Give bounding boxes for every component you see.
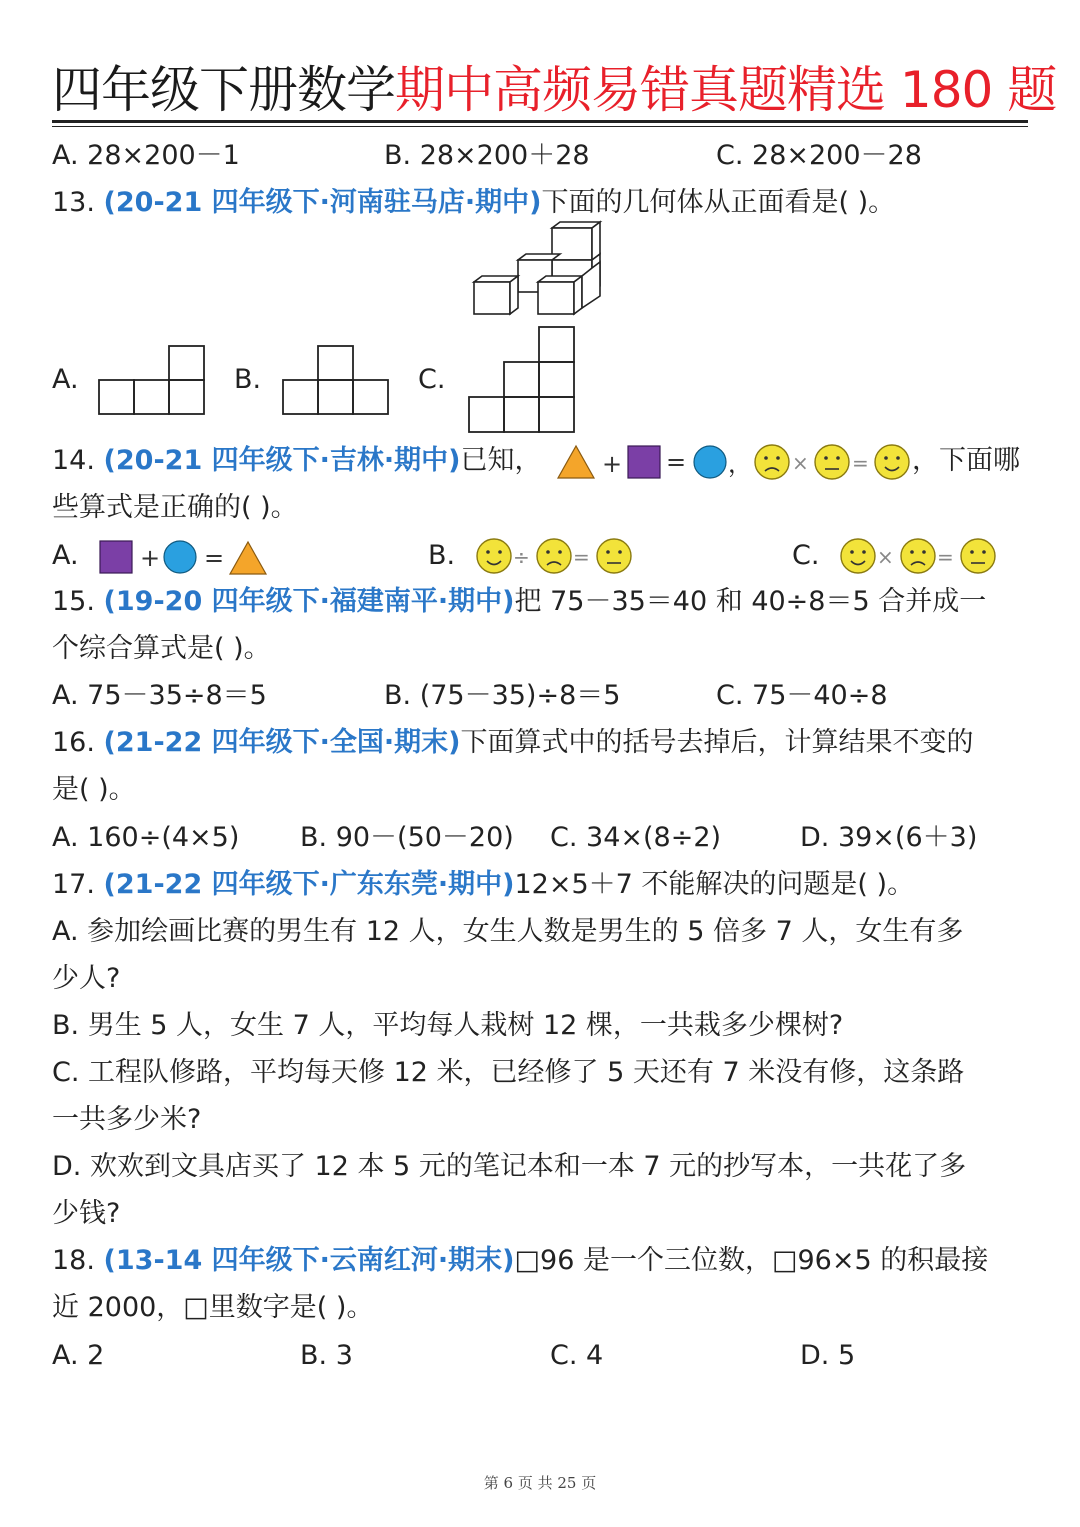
q13-number: 13. — [52, 187, 95, 218]
q14-given-equations — [556, 440, 916, 484]
sad-face-icon — [537, 539, 571, 573]
q16-text: 下面算式中的括号去掉后，计算结果不变的 — [460, 727, 974, 758]
q18-option-d: D. 5 — [800, 1340, 856, 1371]
q17-option-a-line2: 少人? — [52, 963, 121, 994]
q14-stem — [52, 441, 542, 481]
equals-sign: = — [666, 448, 687, 476]
q13-text: 下面的几何体从正面看是( )。 — [541, 187, 896, 218]
q16-source: (21-22 四年级下·全国·期末) — [103, 727, 461, 758]
q14-option-b-figure — [474, 534, 636, 578]
q15-stem — [52, 582, 986, 622]
q17-option-a-line1: A. 参加绘画比赛的男生有 12 人，女生人数是男生的 5 倍多 7 人，女生有多 — [52, 916, 964, 947]
title-red-part: 期中高频易错真题精选 180 题 — [395, 61, 1057, 119]
smile-face-icon — [841, 539, 875, 573]
q13-option-c-figure — [468, 326, 576, 434]
q12-option-c: C. 28×200－28 — [716, 140, 922, 171]
q14-known: 已知， — [460, 445, 542, 476]
q18-option-a: A. 2 — [52, 1340, 105, 1371]
q16-option-c: C. 34×(8÷2) — [550, 822, 722, 853]
q12-option-b: B. 28×200＋28 — [384, 140, 590, 171]
q15-option-b: B. (75－35)÷8＝5 — [384, 680, 621, 711]
q15-source: (19-20 四年级下·福建南平·期中) — [103, 586, 515, 617]
smile-face-icon — [875, 445, 909, 479]
q14-line2: 些算式是正确的( )。 — [52, 492, 298, 523]
q16-option-d: D. 39×(6＋3) — [800, 822, 978, 853]
q15-text: 把 75－35＝40 和 40÷8＝5 合并成一 — [514, 586, 987, 617]
q13-label-a: A. — [52, 364, 79, 395]
circle-icon — [694, 446, 726, 478]
triangle-icon — [230, 542, 266, 574]
q18-option-c: C. 4 — [550, 1340, 604, 1371]
q18-option-b: B. 3 — [300, 1340, 353, 1371]
q14-source: (20-21 四年级下·吉林·期中) — [103, 445, 461, 476]
q18-stem — [52, 1241, 988, 1281]
plus-sign: + — [140, 544, 161, 572]
neutral-face-icon — [961, 539, 995, 573]
sad-face-icon — [755, 445, 789, 479]
q16-option-a: A. 160÷(4×5) — [52, 822, 240, 853]
q14-label-b: B. — [428, 540, 456, 571]
q15-option-a: A. 75－35÷8＝5 — [52, 680, 267, 711]
q16-line2: 是( )。 — [52, 774, 136, 805]
q14-label-a: A. — [52, 540, 79, 571]
q14-label-c: C. — [792, 540, 820, 571]
neutral-face-icon — [815, 445, 849, 479]
title-black-part: 四年级下册数学 — [52, 61, 395, 119]
q13-label-c: C. — [418, 364, 446, 395]
q12-option-a: A. 28×200－1 — [52, 140, 240, 171]
q13-option-b-figure — [282, 344, 390, 416]
q16-number: 16. — [52, 727, 95, 758]
q17-number: 17. — [52, 869, 95, 900]
q18-number: 18. — [52, 1245, 95, 1276]
q16-stem — [52, 723, 974, 763]
divide-sign: ÷ — [513, 545, 530, 569]
q15-number: 15. — [52, 586, 95, 617]
q15-option-c: C. 75－40÷8 — [716, 680, 888, 711]
times-sign: × — [877, 545, 894, 569]
square-icon — [100, 541, 132, 573]
circle-icon — [164, 541, 196, 573]
page-footer: 第 6 页 共 25 页 — [483, 1474, 597, 1492]
q18-text: □96 是一个三位数，□96×5 的积最接 — [514, 1245, 989, 1276]
q17-option-b: B. 男生 5 人，女生 7 人，平均每人栽树 12 棵，一共栽多少棵树? — [52, 1010, 844, 1041]
q13-option-a-figure — [98, 344, 206, 416]
q17-option-c-line2: 一共多少米? — [52, 1104, 202, 1135]
triangle-icon — [558, 446, 594, 478]
q13-3d-figure — [470, 226, 610, 318]
q18-line2: 近 2000，□里数字是( )。 — [52, 1292, 374, 1323]
page-title — [52, 58, 1057, 122]
neutral-face-icon — [597, 539, 631, 573]
title-rule-thin — [52, 126, 1028, 127]
q13-stem — [52, 183, 895, 223]
q14-option-c-figure — [838, 534, 1000, 578]
q13-source: (20-21 四年级下·河南驻马店·期中) — [103, 187, 542, 218]
q14-option-a-figure — [98, 536, 270, 578]
smile-face-icon — [477, 539, 511, 573]
comma: ， — [728, 450, 752, 478]
q17-text: 12×5＋7 不能解决的问题是( )。 — [514, 869, 915, 900]
square-icon — [628, 446, 660, 478]
equals-sign: = — [204, 544, 225, 572]
q17-source: (21-22 四年级下·广东东莞·期中) — [103, 869, 515, 900]
plus-sign: + — [602, 450, 623, 478]
q15-line2: 个综合算式是( )。 — [52, 633, 271, 664]
q14-number: 14. — [52, 445, 95, 476]
equals-sign: = — [573, 545, 590, 569]
q13-label-b: B. — [234, 364, 262, 395]
sad-face-icon — [901, 539, 935, 573]
q16-option-b: B. 90－(50－20) — [300, 822, 514, 853]
equals-sign-2: = — [852, 451, 869, 475]
q17-option-d-line2: 少钱? — [52, 1198, 121, 1229]
times-sign: × — [792, 451, 809, 475]
title-rule-thick — [52, 120, 1028, 123]
q18-source: (13-14 四年级下·云南红河·期末) — [103, 1245, 515, 1276]
q14-stem-rest: ，下面哪 — [912, 445, 1020, 476]
equals-sign: = — [937, 545, 954, 569]
q17-stem — [52, 865, 914, 905]
q17-option-c-line1: C. 工程队修路，平均每天修 12 米，已经修了 5 天还有 7 米没有修，这条路 — [52, 1057, 965, 1088]
q17-option-d-line1: D. 欢欢到文具店买了 12 本 5 元的笔记本和一本 7 元的抄写本，一共花了多 — [52, 1151, 967, 1182]
